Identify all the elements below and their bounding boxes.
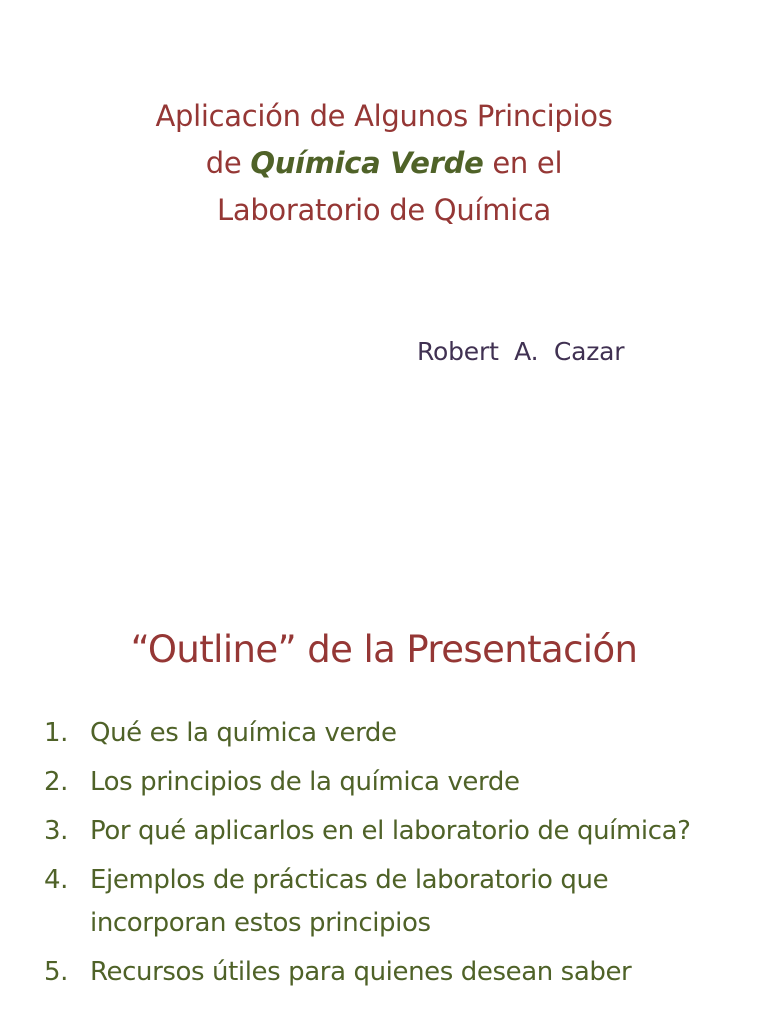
list-item-text: Ejemplos de prácticas de laboratorio que incorporan estos principios bbox=[90, 865, 609, 938]
list-item bbox=[44, 951, 744, 994]
outline-title: “Outline” de la Presentación bbox=[130, 628, 638, 671]
outline-list bbox=[44, 712, 744, 1000]
list-item-text: Por qué aplicarlos en el laboratorio de química? bbox=[90, 816, 691, 846]
title-line-1: Aplicación de Algunos Principios bbox=[155, 99, 613, 133]
list-item bbox=[44, 810, 744, 853]
list-item-number: 5. bbox=[44, 957, 69, 987]
title-line-2-suffix: en el bbox=[483, 146, 563, 180]
outline-slide bbox=[0, 576, 768, 1024]
title-emphasis-quimica-verde: Química Verde bbox=[250, 146, 484, 180]
list-item-text: Qué es la química verde bbox=[90, 718, 397, 748]
title-line-3: Laboratorio de Química bbox=[217, 193, 551, 227]
list-item bbox=[44, 712, 744, 755]
list-item bbox=[44, 761, 744, 804]
list-item-number: 3. bbox=[44, 816, 69, 846]
list-item-text: Los principios de la química verde bbox=[90, 767, 520, 797]
list-item bbox=[44, 859, 744, 945]
slide-title bbox=[0, 93, 768, 234]
list-item-text: Recursos útiles para quienes desean saber bbox=[90, 957, 632, 987]
list-item-number: 1. bbox=[44, 718, 69, 748]
title-line-2-prefix: de bbox=[205, 146, 251, 180]
title-line-2 bbox=[0, 140, 768, 187]
author-name: Robert A. Cazar bbox=[417, 337, 625, 366]
list-item-number: 2. bbox=[44, 767, 69, 797]
list-item-number: 4. bbox=[44, 865, 69, 895]
